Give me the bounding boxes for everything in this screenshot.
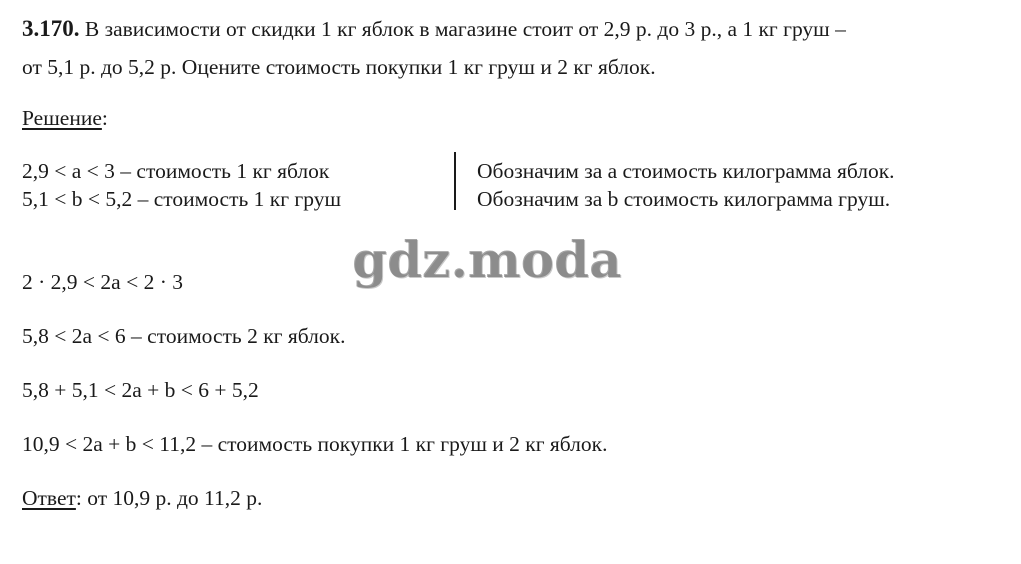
condition-right-1: Обозначим за a стоимость килограмма яблок. [477, 159, 895, 183]
problem-text-1: В зависимости от скидки 1 кг яблок в магазине стоит от 2,9 р. до 3 р., а 1 кг груш – [79, 17, 846, 41]
solution-heading [22, 105, 108, 131]
problem-statement-line-1 [22, 16, 846, 42]
step-2: 5,8 < 2a < 6 – стоимость 2 кг яблок. [22, 324, 346, 348]
condition-left-2: 5,1 < b < 5,2 – стоимость 1 кг груш [22, 187, 342, 211]
answer [22, 485, 262, 511]
step-1: 2 · 2,9 < 2a < 2 · 3 [22, 270, 183, 294]
solution-heading-colon: : [101, 106, 108, 130]
problem-number: 3.170. [22, 16, 80, 41]
column-divider [454, 152, 456, 210]
condition-left-1: 2,9 < a < 3 – стоимость 1 кг яблок [22, 159, 330, 183]
watermark-logo: gdz.moda [352, 230, 622, 289]
step-3: 5,8 + 5,1 < 2a + b < 6 + 5,2 [22, 378, 259, 402]
solution-heading-label: Решение [22, 106, 102, 130]
problem-statement-line-2: от 5,1 р. до 5,2 р. Оцените стоимость покупки 1 кг груш и 2 кг яблок. [22, 55, 656, 79]
answer-text: : от 10,9 р. до 11,2 р. [75, 486, 263, 510]
condition-right-2: Обозначим за b стоимость килограмма груш. [477, 187, 891, 211]
step-4: 10,9 < 2a + b < 11,2 – стоимость покупки 1 кг груш и 2 кг яблок. [22, 432, 608, 456]
answer-label: Ответ [22, 486, 76, 510]
